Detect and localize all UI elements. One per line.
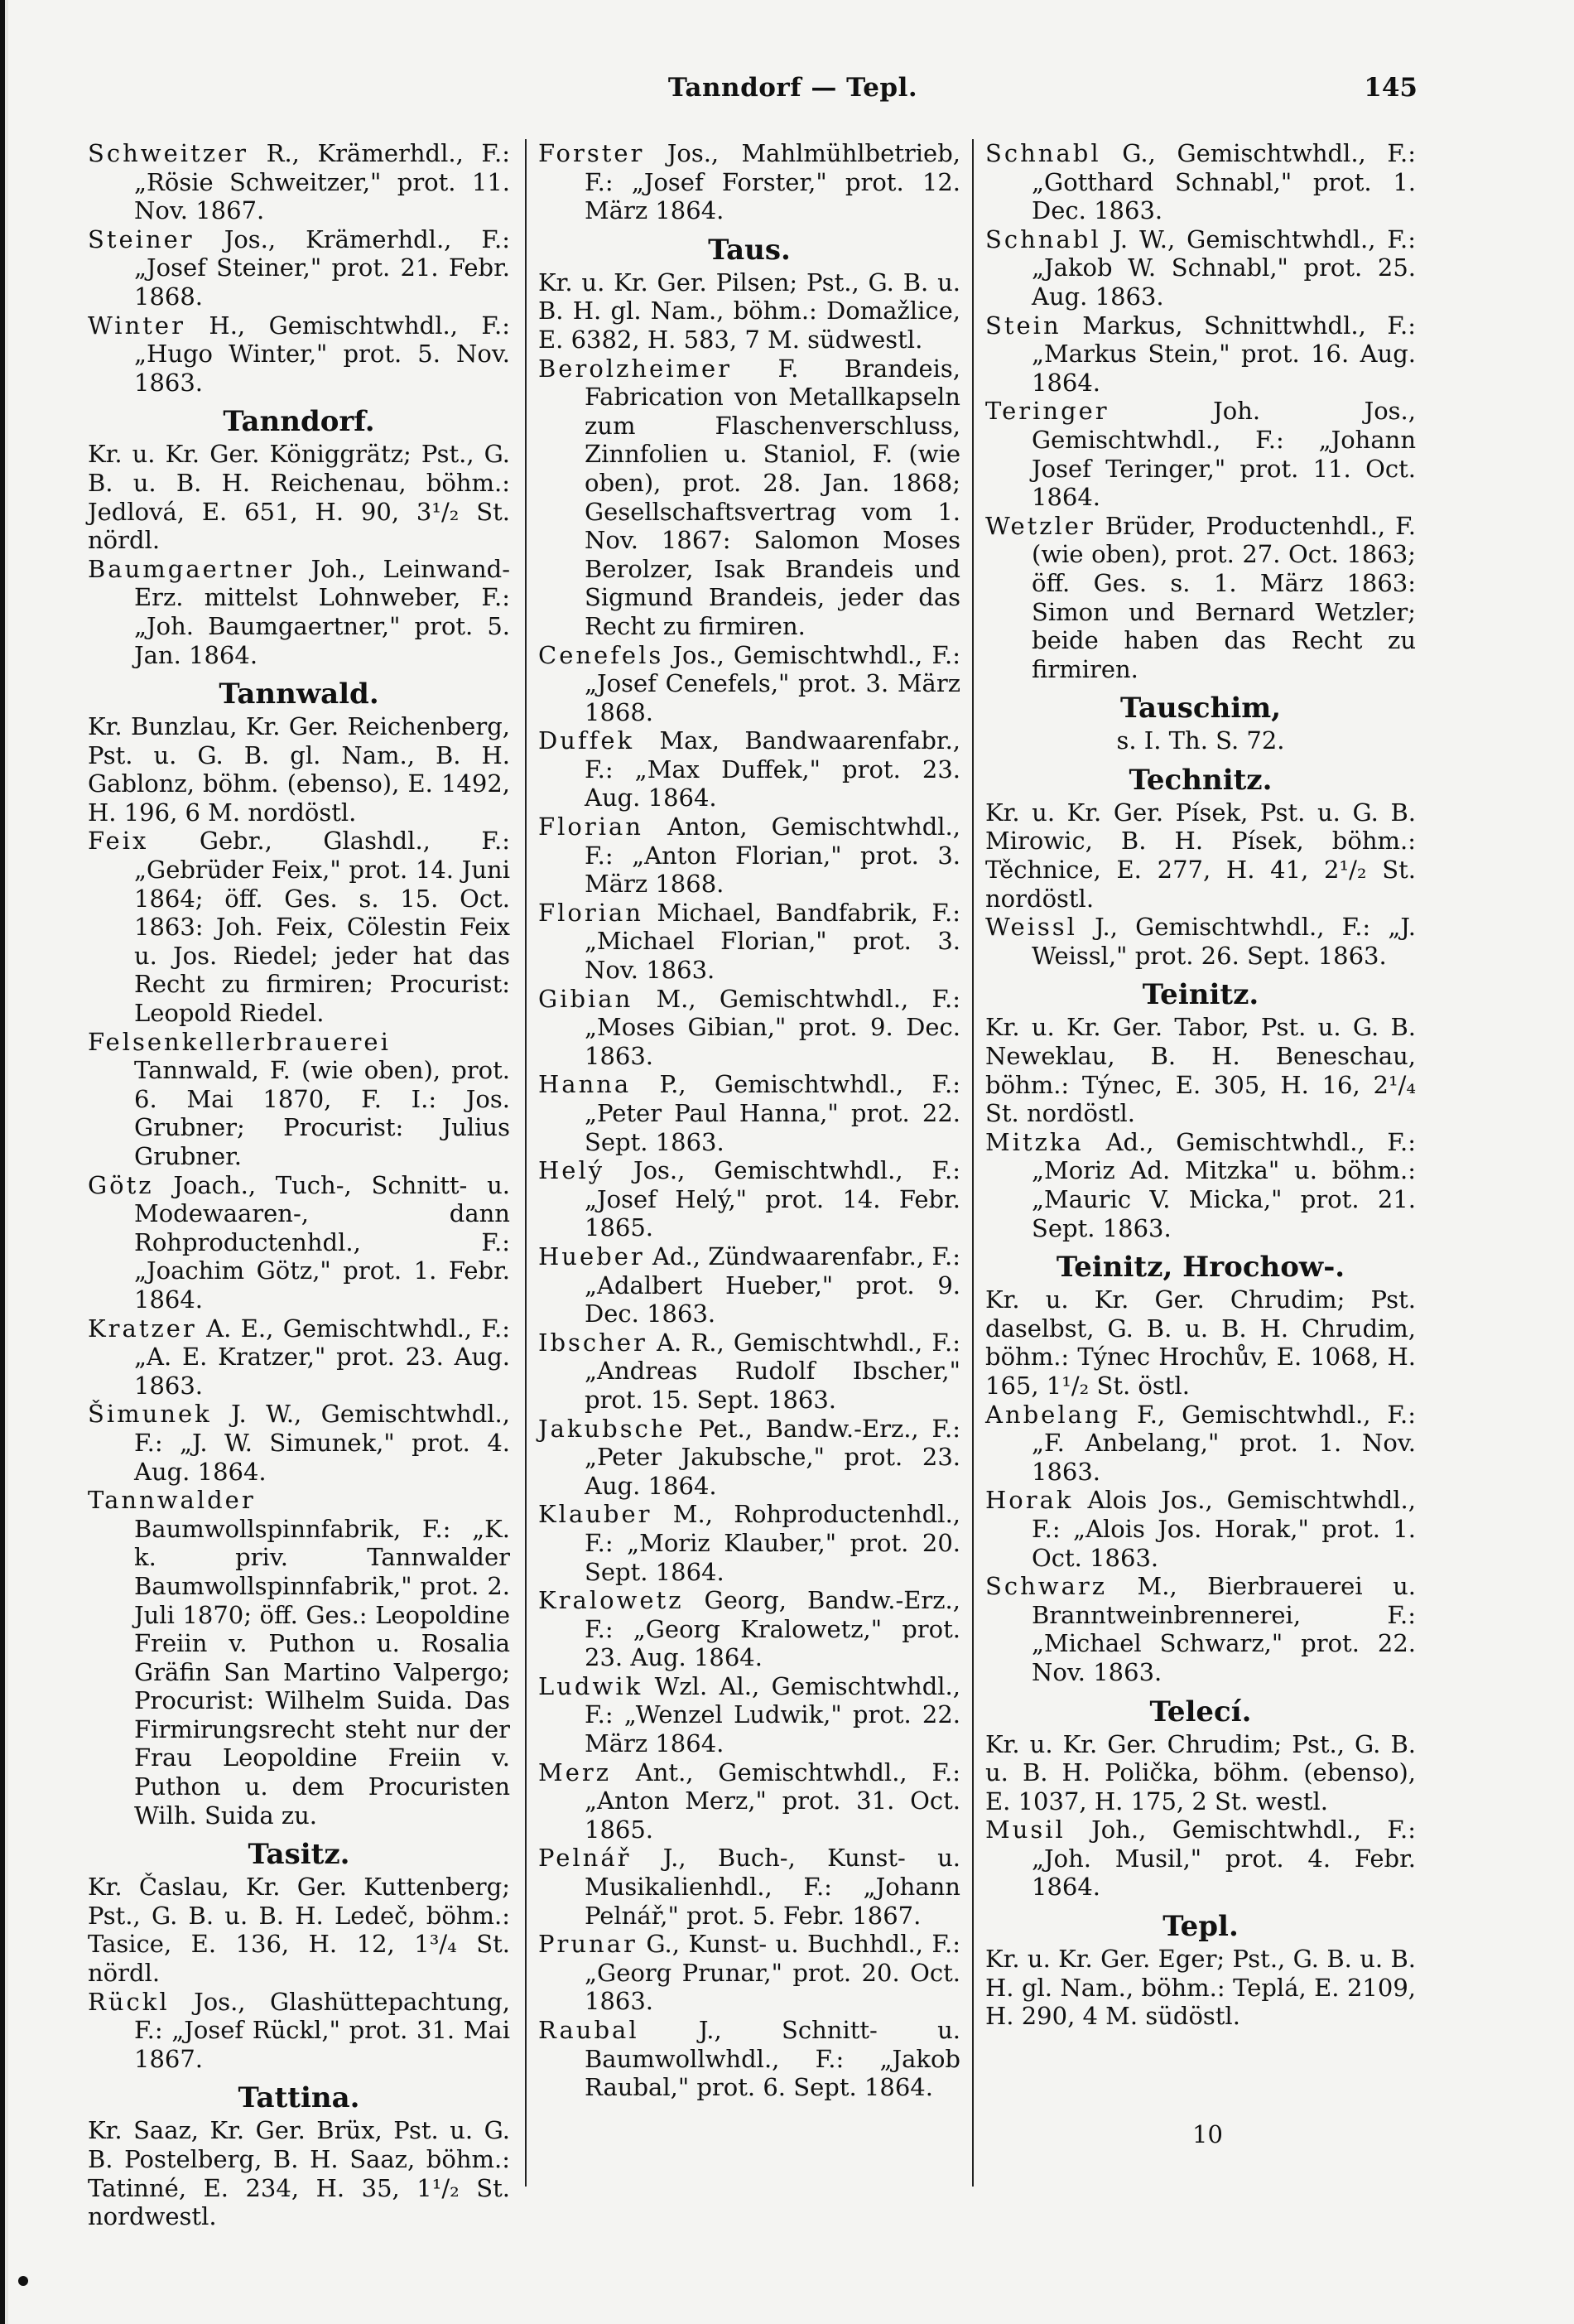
firm-entry xyxy=(538,726,960,812)
firm-entry xyxy=(985,139,1416,225)
firm-name: Ibscher xyxy=(538,1328,647,1357)
firm-name: Raubal xyxy=(538,2016,639,2044)
firm-name: Hanna xyxy=(538,1070,632,1099)
firm-details: R., Krämerhdl., F.: „Rösie Schweitzer," prot. 11. Nov. 1867. xyxy=(134,139,510,225)
firm-entry xyxy=(538,2016,960,2102)
firm-name: Anbelang xyxy=(985,1400,1121,1429)
firm-entry xyxy=(88,1400,510,1486)
firm-details: Alois Jos., Gemischtwhdl., F.: „Alois Jos. Horak," prot. 1. Oct. 1863. xyxy=(1032,1486,1416,1572)
firm-name: Prunar xyxy=(538,1930,638,1959)
firm-entry xyxy=(88,1171,510,1314)
page-title: Tanndorf — Tepl. xyxy=(667,73,918,103)
firm-entry xyxy=(88,555,510,669)
place-info: Kr. Bunzlau, Kr. Ger. Reichenberg, Pst. u. G. B. gl. Nam., B. H. Gablonz, böhm. (ebenso), E. 1492, H. 196, 6 M. nordöstl. xyxy=(88,712,510,827)
firm-name: Horak xyxy=(985,1486,1074,1515)
firm-name: Kralowetz xyxy=(538,1586,684,1615)
firm-details: J., Gemischtwhdl., F.: „J. Weissl," prot. 26. Sept. 1863. xyxy=(1032,913,1416,970)
column-right xyxy=(985,139,1416,2031)
firm-details: Joh., Leinwand-Erz. mittelst Lohnweber, F.: „Joh. Baumgaertner," prot. 5. Jan. 1864. xyxy=(134,554,510,669)
firm-entry xyxy=(985,1486,1416,1572)
firm-entry xyxy=(88,827,510,1027)
firm-details: F. Brandeis, Fabrication von Metallkapseln zum Flaschenverschluss, Zinnfolien u. Staniol, F. (wie oben), prot. 28. Jan. 1868; Gesellschaftsvertrag vom 1. Nov. 1867: Salomon Moses Berolzer, Isak Brandeis und Sigmund Brandeis, jeder das Recht zu firmiren. xyxy=(585,354,960,640)
firm-name: Florian xyxy=(538,898,643,927)
column-divider xyxy=(525,139,527,2187)
firm-entry xyxy=(985,1401,1416,1487)
firm-name: Mitzka xyxy=(985,1127,1084,1156)
place-heading: Tasitz. xyxy=(248,1838,350,1872)
firm-name: Musil xyxy=(985,1815,1066,1844)
place-info: Kr. u. Kr. Ger. Chrudim; Pst. daselbst, G. B. u. B. H. Chrudim, böhm.: Týnec Hrochův, E. 1068, H. 165, 1¹/₂ St. östl. xyxy=(985,1285,1416,1400)
firm-entry xyxy=(985,512,1416,684)
firm-details: Jos., Mahlmühlbetrieb, F.: „Josef Forster," prot. 12. März 1864. xyxy=(585,139,960,225)
firm-name: Gibian xyxy=(538,984,633,1013)
firm-details: Gebr., Glashdl., F.: „Gebrüder Feix," prot. 14. Juni 1864; öff. Ges. s. 15. Oct. 1863: Joh. Feix, Cölestin Feix u. Jos. Riedel; jeder hat das Recht zu firmiren; Procurist: Leopold Riedel. xyxy=(134,827,510,1028)
firm-entry xyxy=(538,1672,960,1758)
firm-details: A. E., Gemischtwhdl., F.: „A. E. Kratzer," prot. 23. Aug. 1863. xyxy=(134,1314,510,1400)
place-info: Kr. u. Kr. Ger. Písek, Pst. u. G. B. Mirowic, B. H. Písek, böhm.: Těchnice, E. 277, H. 41, 2¹/₂ St. nordöstl. xyxy=(985,798,1416,913)
place-info: Kr. u. Kr. Ger. Pilsen; Pst., G. B. u. B. H. gl. Nam., böhm.: Domažlice, E. 6382, H. 583, 7 M. südwestl. xyxy=(538,268,960,354)
firm-details: J. W., Gemischtwhdl., F.: „Jakob W. Schnabl," prot. 25. Aug. 1863. xyxy=(1032,224,1416,311)
firm-entry xyxy=(538,1415,960,1501)
firm-details: Jos., Glashüttepachtung, F.: „Josef Rückl," prot. 31. Mai 1867. xyxy=(134,1987,511,2073)
firm-entry xyxy=(538,812,960,899)
firm-entry xyxy=(538,1156,960,1242)
firm-details: F., Gemischtwhdl., F.: „F. Anbelang," prot. 1. Nov. 1863. xyxy=(1032,1400,1417,1486)
firm-details: Wzl. Al., Gemischtwhdl., F.: „Wenzel Ludwik," prot. 22. März 1864. xyxy=(585,1671,960,1758)
firm-name: Florian xyxy=(538,812,643,841)
firm-name: Rückl xyxy=(88,1987,170,2016)
firm-entry xyxy=(985,311,1416,398)
firm-name: Klauber xyxy=(538,1500,652,1529)
firm-details: Jos., Krämerhdl., F.: „Josef Steiner," prot. 21. Febr. 1868. xyxy=(134,224,510,311)
firm-entry xyxy=(985,913,1416,970)
firm-name: Götz xyxy=(88,1170,154,1199)
place-heading: Technitz. xyxy=(1129,763,1273,797)
firm-entry xyxy=(88,139,510,225)
firm-details: J., Schnitt- u. Baumwollwhdl., F.: „Jakob Raubal," prot. 6. Sept. 1864. xyxy=(585,2016,960,2102)
firm-name: Schwarz xyxy=(985,1572,1108,1601)
place-info: Kr. u. Kr. Ger. Eger; Pst., G. B. u. B. H. gl. Nam., böhm.: Teplá, E. 2109, H. 290, 4 M. südöstl. xyxy=(985,1945,1416,2031)
firm-name: Felsenkellerbrauerei xyxy=(88,1027,391,1056)
firm-details: Jos., Gemischtwhdl., F.: „Josef Helý," prot. 14. Febr. 1865. xyxy=(585,1156,960,1242)
firm-details: Michael, Bandfabrik, F.: „Michael Florian," prot. 3. Nov. 1863. xyxy=(585,898,960,985)
firm-name: Schweitzer xyxy=(88,139,249,167)
firm-name: Ludwik xyxy=(538,1671,643,1700)
column-left xyxy=(88,139,510,2231)
page-number: 145 xyxy=(1364,73,1418,103)
firm-entry xyxy=(88,1028,510,1171)
firm-details: Max, Bandwaarenfabr., F.: „Max Duffek," prot. 23. Aug. 1864. xyxy=(585,726,960,812)
firm-details: Baumwollspinnfabrik, F.: „K. k. priv. Tannwalder Baumwollspinnfabrik," prot. 2. Juli 1870; öff. Ges.: Leopoldine Freiin v. Puthon u. Rosalia Gräfin San Martino Valpergo; Procurist: Wilhelm Suida. Das Firmirungsrecht steht nur der Frau Leopoldine Freiin v. Puthon u. dem Procuristen Wilh. Suida zu. xyxy=(134,1514,510,1830)
firm-name: Schnabl xyxy=(985,224,1101,253)
firm-entry xyxy=(88,1314,510,1401)
firm-name: Baumgaertner xyxy=(88,554,295,583)
firm-name: Kratzer xyxy=(88,1314,197,1343)
firm-details: P., Gemischtwhdl., F.: „Peter Paul Hanna," prot. 22. Sept. 1863. xyxy=(585,1070,961,1156)
firm-name: Šimunek xyxy=(88,1400,212,1429)
book-page xyxy=(5,0,1574,2324)
firm-details: Brüder, Productenhdl., F. (wie oben), prot. 27. Oct. 1863; öff. Ges. s. 1. März 1863: Simon und Bernard Wetzler; beide haben das Recht zu firmiren. xyxy=(1032,511,1416,683)
firm-details: Ant., Gemischtwhdl., F.: „Anton Merz," prot. 31. Oct. 1865. xyxy=(585,1757,961,1844)
place-heading: Tannwald. xyxy=(219,677,379,711)
firm-name: Helý xyxy=(538,1156,605,1185)
firm-name: Feix xyxy=(88,827,149,856)
firm-name: Berolzheimer xyxy=(538,354,732,383)
firm-entry xyxy=(538,1586,960,1672)
firm-entry xyxy=(88,1486,510,1830)
firm-name: Pelnář xyxy=(538,1844,632,1873)
place-info: Kr. u. Kr. Ger. Königgrätz; Pst., G. B. u. B. H. Reichenau, böhm.: Jedlová, E. 651, H. 90, 3¹/₂ St. nördl. xyxy=(88,440,510,555)
firm-details: Joh., Gemischtwhdl., F.: „Joh. Musil," prot. 4. Febr. 1864. xyxy=(1032,1815,1417,1902)
firm-entry xyxy=(88,225,510,311)
firm-entry xyxy=(985,397,1416,511)
firm-details: Ad., Gemischtwhdl., F.: „Moriz Ad. Mitzka" u. böhm.: „Mauric V. Micka," prot. 21. Sept. 1863. xyxy=(1032,1127,1417,1242)
firm-name: Duffek xyxy=(538,726,635,755)
firm-name: Winter xyxy=(88,311,185,340)
scan-speck xyxy=(18,2276,28,2286)
firm-entry xyxy=(88,311,510,398)
firm-details: Pet., Bandw.-Erz., F.: „Peter Jakubsche," prot. 23. Aug. 1864. xyxy=(585,1414,960,1500)
firm-details: G., Kunst- u. Buchhdl., F.: „Georg Prunar," prot. 20. Oct. 1863. xyxy=(585,1930,960,2016)
firm-name: Tannwalder xyxy=(88,1486,256,1515)
firm-entry xyxy=(985,1572,1416,1686)
firm-details: J. W., Gemischtwhdl., F.: „J. W. Simunek," prot. 4. Aug. 1864. xyxy=(134,1400,510,1486)
firm-details: Jos., Gemischtwhdl., F.: „Josef Cenefels," prot. 3. März 1868. xyxy=(585,640,960,726)
firm-entry xyxy=(538,1758,960,1844)
firm-entry xyxy=(538,1070,960,1156)
place-info: Kr. Saaz, Kr. Ger. Brüx, Pst. u. G. B. Postelberg, B. H. Saaz, böhm.: Tatinné, E. 234, H. 35, 1¹/₂ St. nordwestl. xyxy=(88,2116,510,2231)
place-heading: Tattina. xyxy=(238,2081,360,2115)
firm-entry xyxy=(985,225,1416,311)
firm-entry xyxy=(985,1815,1416,1902)
place-heading: Teinitz, Hrochow-. xyxy=(1056,1251,1345,1285)
firm-entry xyxy=(538,1930,960,2016)
firm-details: Georg, Bandw.-Erz., F.: „Georg Kralowetz," prot. 23. Aug. 1864. xyxy=(585,1586,960,1672)
place-heading: Tauschim, xyxy=(1119,692,1282,726)
firm-details: Markus, Schnittwhdl., F.: „Markus Stein," prot. 16. Aug. 1864. xyxy=(1032,311,1416,397)
firm-entry xyxy=(538,899,960,985)
place-info: Kr. u. Kr. Ger. Tabor, Pst. u. G. B. Neweklau, B. H. Beneschau, böhm.: Týnec, E. 305, H. 16, 2¹/₄ St. nordöstl. xyxy=(985,1013,1416,1128)
firm-entry xyxy=(538,1500,960,1586)
firm-name: Weissl xyxy=(985,913,1077,942)
place-info: s. I. Th. S. 72. xyxy=(1116,726,1285,755)
firm-name: Schnabl xyxy=(985,139,1101,167)
firm-details: M., Bierbrauerei u. Branntweinbrennerei, F.: „Michael Schwarz," prot. 22. Nov. 1863. xyxy=(1032,1572,1416,1686)
firm-details: Joh. Jos., Gemischtwhdl., F.: „Johann Josef Teringer," prot. 11. Oct. 1864. xyxy=(1032,397,1416,512)
column-middle xyxy=(538,139,960,2102)
firm-details: Anton, Gemischtwhdl., F.: „Anton Florian," prot. 3. März 1868. xyxy=(585,812,960,899)
place-heading: Telecí. xyxy=(1149,1695,1252,1729)
running-header xyxy=(8,66,1574,108)
sheet-signature: 10 xyxy=(1192,2120,1223,2148)
firm-entry xyxy=(538,354,960,641)
firm-name: Cenefels xyxy=(538,640,664,669)
firm-entry xyxy=(985,1128,1416,1242)
firm-details: G., Gemischtwhdl., F.: „Gotthard Schnabl," prot. 1. Dec. 1863. xyxy=(1032,139,1416,225)
firm-name: Forster xyxy=(538,139,645,167)
firm-details: Joach., Tuch-, Schnitt- u. Modewaaren-, dann Rohproductenhdl., F.: „Joachim Götz," prot. 1. Febr. 1864. xyxy=(134,1170,510,1314)
firm-name: Jakubsche xyxy=(538,1414,686,1443)
firm-name: Teringer xyxy=(985,397,1110,426)
firm-details: J., Buch-, Kunst- u. Musikalienhdl., F.: „Johann Pelnář," prot. 5. Febr. 1867. xyxy=(585,1844,960,1930)
place-heading: Taus. xyxy=(708,233,791,267)
firm-name: Hueber xyxy=(538,1242,645,1270)
firm-details: M., Gemischtwhdl., F.: „Moses Gibian," prot. 9. Dec. 1863. xyxy=(585,984,960,1070)
firm-name: Stein xyxy=(985,311,1061,340)
firm-details: H., Gemischtwhdl., F.: „Hugo Winter," prot. 5. Nov. 1863. xyxy=(134,311,510,397)
column-divider xyxy=(972,139,974,2187)
firm-entry xyxy=(538,985,960,1071)
place-info: Kr. u. Kr. Ger. Chrudim; Pst., G. B. u. B. H. Polička, böhm. (ebenso), E. 1037, H. 175, 2 St. westl. xyxy=(985,1729,1416,1815)
firm-details: Ad., Zündwaarenfabr., F.: „Adalbert Hueber," prot. 9. Dec. 1863. xyxy=(585,1242,960,1328)
firm-details: A. R., Gemischtwhdl., F.: „Andreas Rudolf Ibscher," prot. 15. Sept. 1863. xyxy=(585,1328,961,1414)
firm-name: Merz xyxy=(538,1757,611,1786)
place-info: Kr. Časlau, Kr. Ger. Kuttenberg; Pst., G. B. u. B. H. Ledeč, böhm.: Tasice, E. 136, H. 12, 1³/₄ St. nördl. xyxy=(88,1873,510,1988)
firm-name: Wetzler xyxy=(985,511,1095,540)
place-heading: Tanndorf. xyxy=(223,405,375,439)
firm-details: M., Rohproductenhdl., F.: „Moriz Klauber," prot. 20. Sept. 1864. xyxy=(585,1500,961,1586)
firm-entry xyxy=(538,1242,960,1328)
firm-entry xyxy=(538,1328,960,1415)
firm-entry xyxy=(88,1988,510,2074)
firm-entry xyxy=(538,139,960,225)
place-heading: Teinitz. xyxy=(1142,978,1259,1012)
place-heading: Tepl. xyxy=(1162,1910,1239,1944)
firm-entry xyxy=(538,641,960,727)
firm-name: Steiner xyxy=(88,224,195,253)
firm-details: Tannwald, F. (wie oben), prot. 6. Mai 1870, F. I.: Jos. Grubner; Procurist: Julius Grubner. xyxy=(134,1056,510,1170)
firm-entry xyxy=(538,1844,960,1930)
